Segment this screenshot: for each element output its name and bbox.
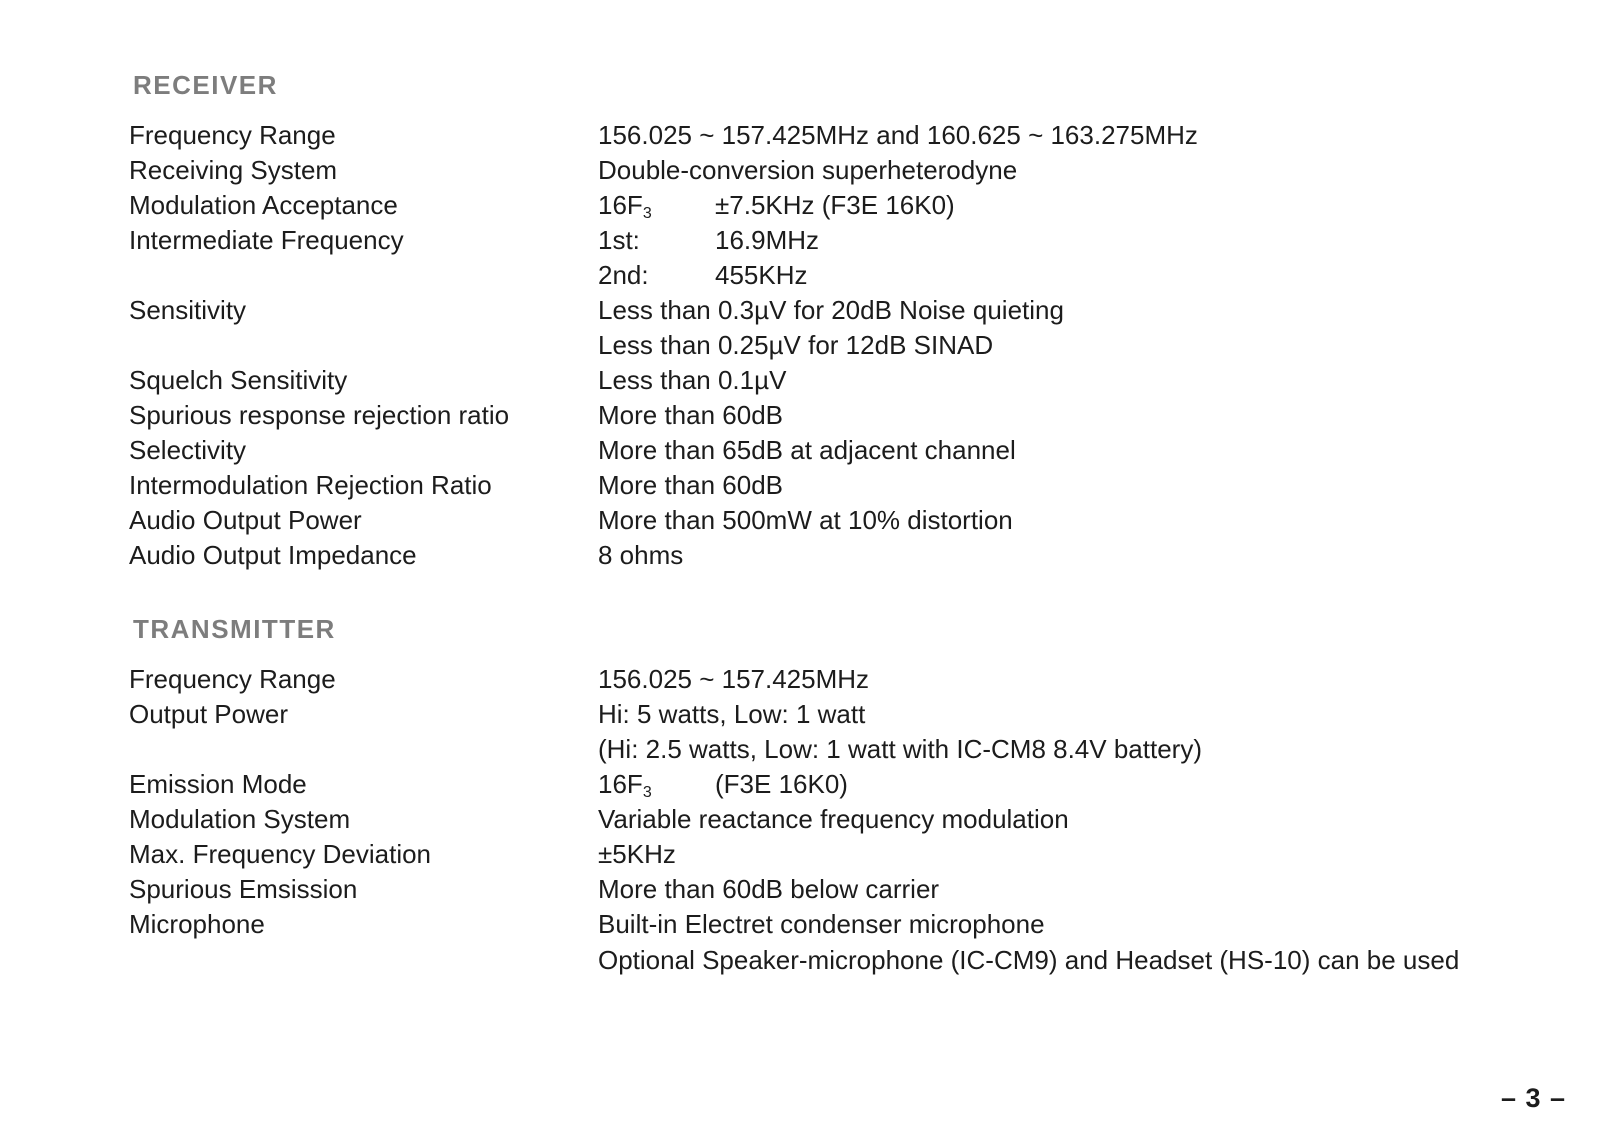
spec-row (0, 468, 1616, 503)
spec-row (0, 363, 1616, 398)
spec-label: Receiving System (129, 155, 338, 185)
spec-row (0, 802, 1616, 837)
spec-row (0, 538, 1616, 573)
spec-label: Intermodulation Rejection Ratio (129, 470, 492, 500)
spec-label: Sensitivity (129, 295, 247, 325)
spec-row (0, 118, 1616, 153)
transmitter-heading: TRANSMITTER (133, 614, 336, 644)
spec-row (0, 293, 1616, 328)
spec-row (0, 767, 1616, 802)
spec-value-rest: (F3E 16K0) (715, 769, 848, 799)
spec-value: Optional Speaker-microphone (IC-CM9) and Headset (HS-10) can be used (598, 945, 1460, 975)
receiver-spec-list (0, 118, 1616, 573)
spec-row (0, 433, 1616, 468)
spec-value: Less than 0.25µV for 12dB SINAD (598, 330, 994, 360)
spec-label: Microphone (129, 909, 265, 939)
spec-value-prefix: 2nd: (598, 260, 649, 290)
spec-value (598, 258, 808, 293)
spec-value: 8 ohms (598, 540, 684, 570)
spec-value (598, 188, 955, 223)
spec-label: Audio Output Impedance (129, 540, 417, 570)
spec-value: Double-conversion superheterodyne (598, 155, 1018, 185)
spec-value: Less than 0.3µV for 20dB Noise quieting (598, 295, 1064, 325)
spec-row (0, 662, 1616, 697)
spec-row (0, 258, 1616, 293)
spec-label: Output Power (129, 699, 288, 729)
spec-value: ±5KHz (598, 839, 676, 869)
spec-label: Frequency Range (129, 120, 336, 150)
spec-value: More than 65dB at adjacent channel (598, 435, 1016, 465)
spec-label: Squelch Sensitivity (129, 365, 348, 395)
spec-value: More than 60dB (598, 400, 784, 430)
spec-value: (Hi: 2.5 watts, Low: 1 watt with IC-CM8 8.4V battery) (598, 734, 1202, 764)
spec-label: Modulation System (129, 804, 351, 834)
spec-label: Modulation Acceptance (129, 190, 398, 220)
spec-row (0, 942, 1616, 1002)
spec-value: Variable reactance frequency modulation (598, 804, 1069, 834)
spec-label: Emission Mode (129, 769, 307, 799)
spec-value: More than 60dB below carrier (598, 874, 940, 904)
spec-label: Selectivity (129, 435, 247, 465)
spec-value: More than 500mW at 10% distortion (598, 505, 1013, 535)
spec-row (0, 328, 1616, 363)
spec-row (0, 153, 1616, 188)
spec-row (0, 398, 1616, 433)
spec-value: More than 60dB (598, 470, 784, 500)
transmitter-spec-list (0, 662, 1616, 1002)
spec-value: Hi: 5 watts, Low: 1 watt (598, 699, 866, 729)
spec-row (0, 837, 1616, 872)
spec-value-prefix: 16F (598, 769, 643, 799)
spec-value-subscript: 3 (642, 784, 652, 801)
spec-label: Frequency Range (129, 664, 336, 694)
spec-value: 156.025 ~ 157.425MHz and 160.625 ~ 163.275MHz (598, 120, 1198, 150)
spec-value (598, 767, 848, 802)
spec-value-prefix: 1st: (598, 225, 640, 255)
spec-value-prefix: 16F (598, 190, 643, 220)
spec-label: Intermediate Frequency (129, 225, 404, 255)
spec-value: 156.025 ~ 157.425MHz (598, 664, 870, 694)
spec-value: Less than 0.1µV (598, 365, 787, 395)
spec-label: Spurious response rejection ratio (129, 400, 510, 430)
spec-row (0, 188, 1616, 223)
spec-row (0, 872, 1616, 907)
spec-label: Max. Frequency Deviation (129, 839, 432, 869)
spec-value-rest: 455KHz (715, 260, 808, 290)
spec-value-subscript: 3 (642, 205, 652, 222)
receiver-heading: RECEIVER (133, 70, 278, 100)
spec-row (0, 223, 1616, 258)
spec-row (0, 503, 1616, 538)
spec-value (598, 223, 819, 258)
spec-row (0, 697, 1616, 732)
spec-label: Spurious Emsission (129, 874, 358, 904)
spec-label: Audio Output Power (129, 505, 362, 535)
page-number: – 3 – (1500, 1083, 1566, 1113)
spec-value-rest: 16.9MHz (715, 225, 820, 255)
spec-row (0, 907, 1616, 942)
spec-value: Built-in Electret condenser microphone (598, 909, 1045, 939)
spec-value-rest: ±7.5KHz (F3E 16K0) (715, 190, 955, 220)
spec-row (0, 732, 1616, 767)
